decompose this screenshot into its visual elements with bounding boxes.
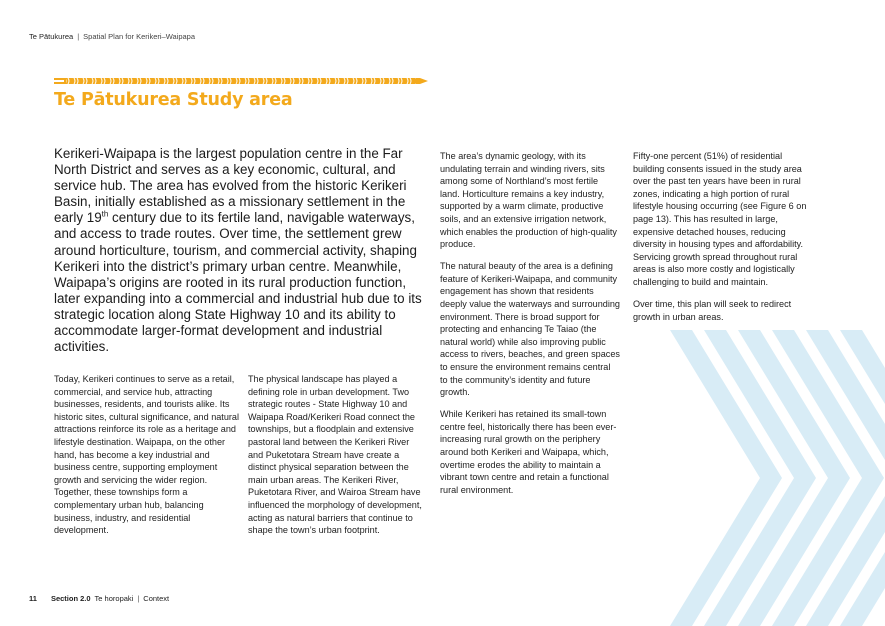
running-header <box>29 32 195 41</box>
lead-text-1: Kerikeri-Waipapa is the largest population centre in the Far North District and serves as a key economic, cultural, and service hub. The area has evolved from the historic Kerikeri Basin, initially established as a missionary settlement in the early 19 <box>54 146 407 226</box>
body-paragraph: Today, Kerikeri continues to serve as a retail, commercial, and service hub, attracting businesses, residents, and tourists alike. Its historic sites, cultural significance, and natural attractions reinforce its role as a heritage and lifestyle destination. Waipapa, on the other hand, has become a key industrial and business centre, supporting employment growth and servicing the wider region. Together, these townships form a complementary urban hub, balancing business, industry, and residential development. <box>54 374 239 536</box>
lead-text-2: century due to its fertile land, navigable waterways, and access to trade routes. Over time, the settlement grew around horticulture, tourism, and commercial activity, shaping Kerikeri into the district’s primary urban centre. Meanwhile, Waipapa’s origins are rooted in its rural production function, later expanding into a commercial and industrial hub due to its strategic location along State Highway 10 and its ability to accommodate larger-format development and industrial activities. <box>54 210 422 355</box>
section-title: Te Pātukurea Study area <box>54 90 293 110</box>
lead-superscript: th <box>101 209 109 219</box>
body-paragraph: The area’s dynamic geology, with its undulating terrain and winding rivers, sits among some of Northland’s most fertile land. Horticulture remains a key industry, supported by a warm climate, productive soils, and an extensive irrigation network, which enables the production of high-quality produce. <box>440 151 617 250</box>
body-column-1 <box>54 373 239 546</box>
body-paragraph: Fifty-one percent (51%) of residential building consents issued in the study area over the past ten years have been in rural zones, indicating a high portion of rural lifestyle housing occurring (see Figure 6 on page 13). This has resulted in large, expensive detached houses, reducing diversity in housing types and affordability. Servicing growth spread throughout rural areas is also more costly and logistically challenging to build and maintain. <box>633 151 807 287</box>
body-paragraph: The physical landscape has played a defining role in urban development. Two strategic routes - State Highway 10 and Waipapa Road/Kerikeri Road connect the townships, but a floodplain and extensive pastoral land between the Kerikeri River and Puketotara Stream have create a distinct physical separation between the main urban areas. The Kerikeri River, Puketotara River, and Wairoa Stream have influenced the morphology of development, acting as natural barriers that continue to shape the town’s urban footprint. <box>248 374 422 536</box>
decorative-chevron-pattern <box>670 330 885 626</box>
header-separator: | <box>77 32 80 41</box>
body-column-3 <box>440 150 620 506</box>
footer-section: Section 2.0 <box>50 594 91 603</box>
body-paragraph: Over time, this plan will seek to redirect growth in urban areas. <box>633 299 792 322</box>
footer-context: Context <box>143 594 170 603</box>
header-subtitle: Spatial Plan for Kerikeri–Waipapa <box>83 32 196 41</box>
lead-paragraph <box>54 146 434 355</box>
body-column-2 <box>248 373 426 546</box>
body-paragraph: The natural beauty of the area is a defining feature of Kerikeri-Waipapa, and community engagement has shown that residents deeply value the waterways and surrounding environment. There is broad support for protecting and enhancing Te Taiao (the natural world) while also improving public access to rivers, beaches, and green spaces to ensure the environment remains central to the community’s identity and future growth. <box>440 261 620 398</box>
body-column-4 <box>633 150 815 333</box>
footer-separator: | <box>137 594 140 603</box>
page-footer <box>29 594 169 603</box>
footer-section-name: Te horopaki <box>94 594 134 603</box>
header-title: Te Pātukurea <box>29 32 74 41</box>
decorative-ribbon <box>54 76 428 86</box>
body-paragraph: While Kerikeri has retained its small-town centre feel, historically there has been ever-increasing rural growth on the periphery around both Kerikeri and Waipapa, which, overtime erodes the ability to maintain a vibrant town centre and retain a functional rural environment. <box>440 409 617 495</box>
page-number: 11 <box>29 594 37 603</box>
